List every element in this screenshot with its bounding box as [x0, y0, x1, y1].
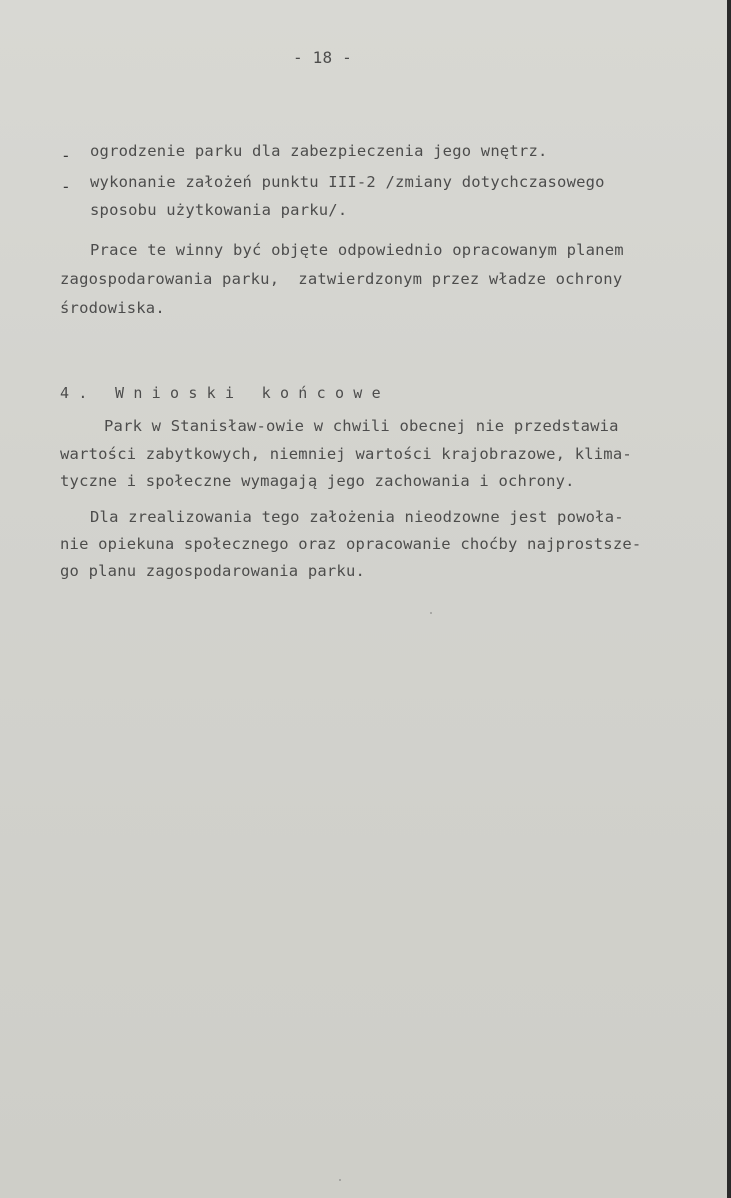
section-heading: 4. Wnioski końcowe [60, 384, 390, 402]
page-number: - 18 - [293, 48, 352, 67]
bullet-line: wykonanie założeń punktu III-2 /zmiany dotychczasowego [90, 173, 605, 191]
paragraph-line: Park w Stanisław-owie w chwili obecnej nie przedstawia [104, 417, 619, 435]
paper-speck [430, 612, 432, 614]
bullet-line: sposobu użytkowania parku/. [90, 201, 348, 219]
bullet-dash: - [61, 146, 71, 165]
paragraph-line: go planu zagospodarowania parku. [60, 562, 366, 580]
paragraph-line: nie opiekuna społecznego oraz opracowanie choćby najprostsze- [60, 535, 642, 553]
paragraph-line: Prace te winny być objęte odpowiednio opracowanym planem [90, 241, 624, 259]
paragraph-line: środowiska. [60, 299, 165, 317]
bullet-line: ogrodzenie parku dla zabezpieczenia jego wnętrz. [90, 142, 548, 160]
paragraph-line: Dla zrealizowania tego założenia nieodzowne jest powoła- [90, 508, 624, 526]
bullet-dash: - [61, 177, 71, 196]
page-edge [727, 0, 731, 1198]
paper-speck [339, 1179, 341, 1181]
paragraph-line: wartości zabytkowych, niemniej wartości krajobrazowe, klima- [60, 445, 632, 463]
paragraph-line: zagospodarowania parku, zatwierdzonym przez władze ochrony [60, 270, 623, 288]
paragraph-line: tyczne i społeczne wymagają jego zachowania i ochrony. [60, 472, 575, 490]
